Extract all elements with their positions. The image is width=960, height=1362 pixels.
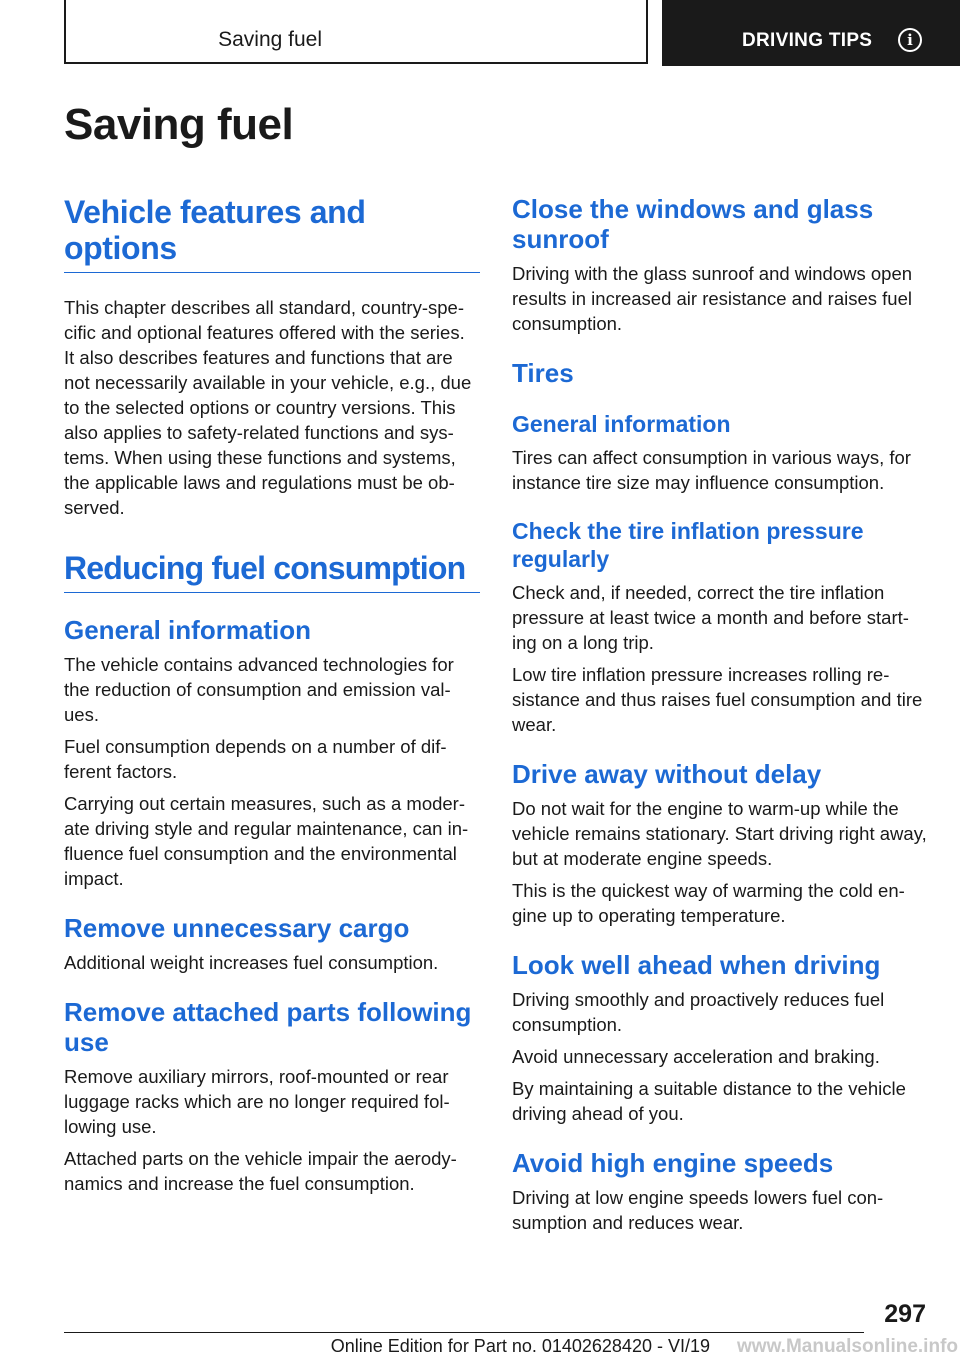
attached-parts-paragraph-1: Remove auxiliary mirrors, roof-mounted or rear luggage racks which are no longer required fol-lowing use. bbox=[64, 1066, 450, 1137]
drive-away-paragraph-2: This is the quickest way of warming the cold en-gine up to operating temperature. bbox=[512, 880, 905, 926]
page-title: Saving fuel bbox=[64, 100, 294, 149]
general-paragraph-3: Carrying out certain measures, such as a moder-ate driving style and regular maintenance, can in-fluence fuel consumption and the environmental impact. bbox=[64, 793, 469, 889]
vehicle-features-heading: Vehicle features and options bbox=[64, 194, 480, 273]
general-information-heading: General information bbox=[64, 615, 312, 645]
look-ahead-paragraph-2: Avoid unnecessary acceleration and braking. bbox=[512, 1046, 880, 1067]
left-column bbox=[64, 194, 480, 1196]
attached-parts-heading: Remove attached parts following use bbox=[64, 997, 472, 1057]
chapter-tab-label: DRIVING TIPS bbox=[742, 30, 873, 51]
right-column bbox=[512, 194, 928, 1235]
tire-pressure-paragraph-2: Low tire inflation pressure increases rolling re-sistance and thus raises fuel consumption and tire wear. bbox=[512, 664, 923, 735]
tires-general-heading: General information bbox=[512, 411, 731, 437]
header-section-title: Saving fuel bbox=[218, 28, 322, 51]
page-number: 297 bbox=[884, 1300, 926, 1328]
engine-speeds-heading: Avoid high engine speeds bbox=[512, 1148, 834, 1178]
general-paragraph-2: Fuel consumption depends on a number of dif-ferent factors. bbox=[64, 736, 447, 782]
footer-divider bbox=[64, 1332, 864, 1333]
drive-away-paragraph-1: Do not wait for the engine to warm-up while the vehicle remains stationary. Start driving right away, but at moderate engine speeds. bbox=[512, 798, 927, 869]
drive-away-heading: Drive away without delay bbox=[512, 759, 822, 789]
engine-speeds-paragraph-1: Driving at low engine speeds lowers fuel con-sumption and reduces wear. bbox=[512, 1187, 884, 1233]
attached-parts-paragraph-2: Attached parts on the vehicle impair the aerody-namics and increase the fuel consumption. bbox=[64, 1148, 457, 1194]
look-ahead-heading: Look well ahead when driving bbox=[512, 950, 881, 980]
windows-paragraph-1: Driving with the glass sunroof and windows open results in increased air resistance and raises fuel consumption. bbox=[512, 263, 913, 334]
cargo-paragraph-1: Additional weight increases fuel consumption. bbox=[64, 952, 439, 973]
tire-pressure-paragraph-1: Check and, if needed, correct the tire inflation pressure at least twice a month and before start-ing on a long trip. bbox=[512, 582, 909, 653]
look-ahead-paragraph-1: Driving smoothly and proactively reduces fuel consumption. bbox=[512, 989, 885, 1035]
watermark: www.Manualsonline.info bbox=[737, 1336, 958, 1357]
reducing-fuel-heading: Reducing fuel consumption bbox=[64, 550, 480, 593]
vehicle-features-text: This chapter describes all standard, country-spe-cific and optional features offered with the series. It also describes features and functions that are not necessarily available in your vehicle, e.g., due to the selected options or country versions. This also applies to safety-related functions and sys-tems. When using these functions and systems, the applicable laws and regulations must be ob-served. bbox=[64, 297, 472, 518]
edition-footer: Online Edition for Part no. 01402628420 - VI/19 bbox=[330, 1336, 710, 1356]
look-ahead-paragraph-3: By maintaining a suitable distance to the vehicle driving ahead of you. bbox=[512, 1078, 906, 1124]
general-paragraph-1: The vehicle contains advanced technologies for the reduction of consumption and emission val-ues. bbox=[64, 654, 454, 725]
tire-pressure-heading: Check the tire inflation pressure regularly bbox=[512, 518, 864, 572]
tires-general-paragraph-1: Tires can affect consumption in various ways, for instance tire size may influence consumption. bbox=[512, 447, 911, 493]
header-box bbox=[64, 0, 648, 64]
windows-heading: Close the windows and glass sunroof bbox=[512, 194, 874, 254]
chapter-tab[interactable] bbox=[662, 0, 960, 66]
cargo-heading: Remove unnecessary cargo bbox=[64, 913, 410, 943]
info-icon[interactable]: i bbox=[898, 28, 922, 52]
tires-heading: Tires bbox=[512, 358, 574, 388]
